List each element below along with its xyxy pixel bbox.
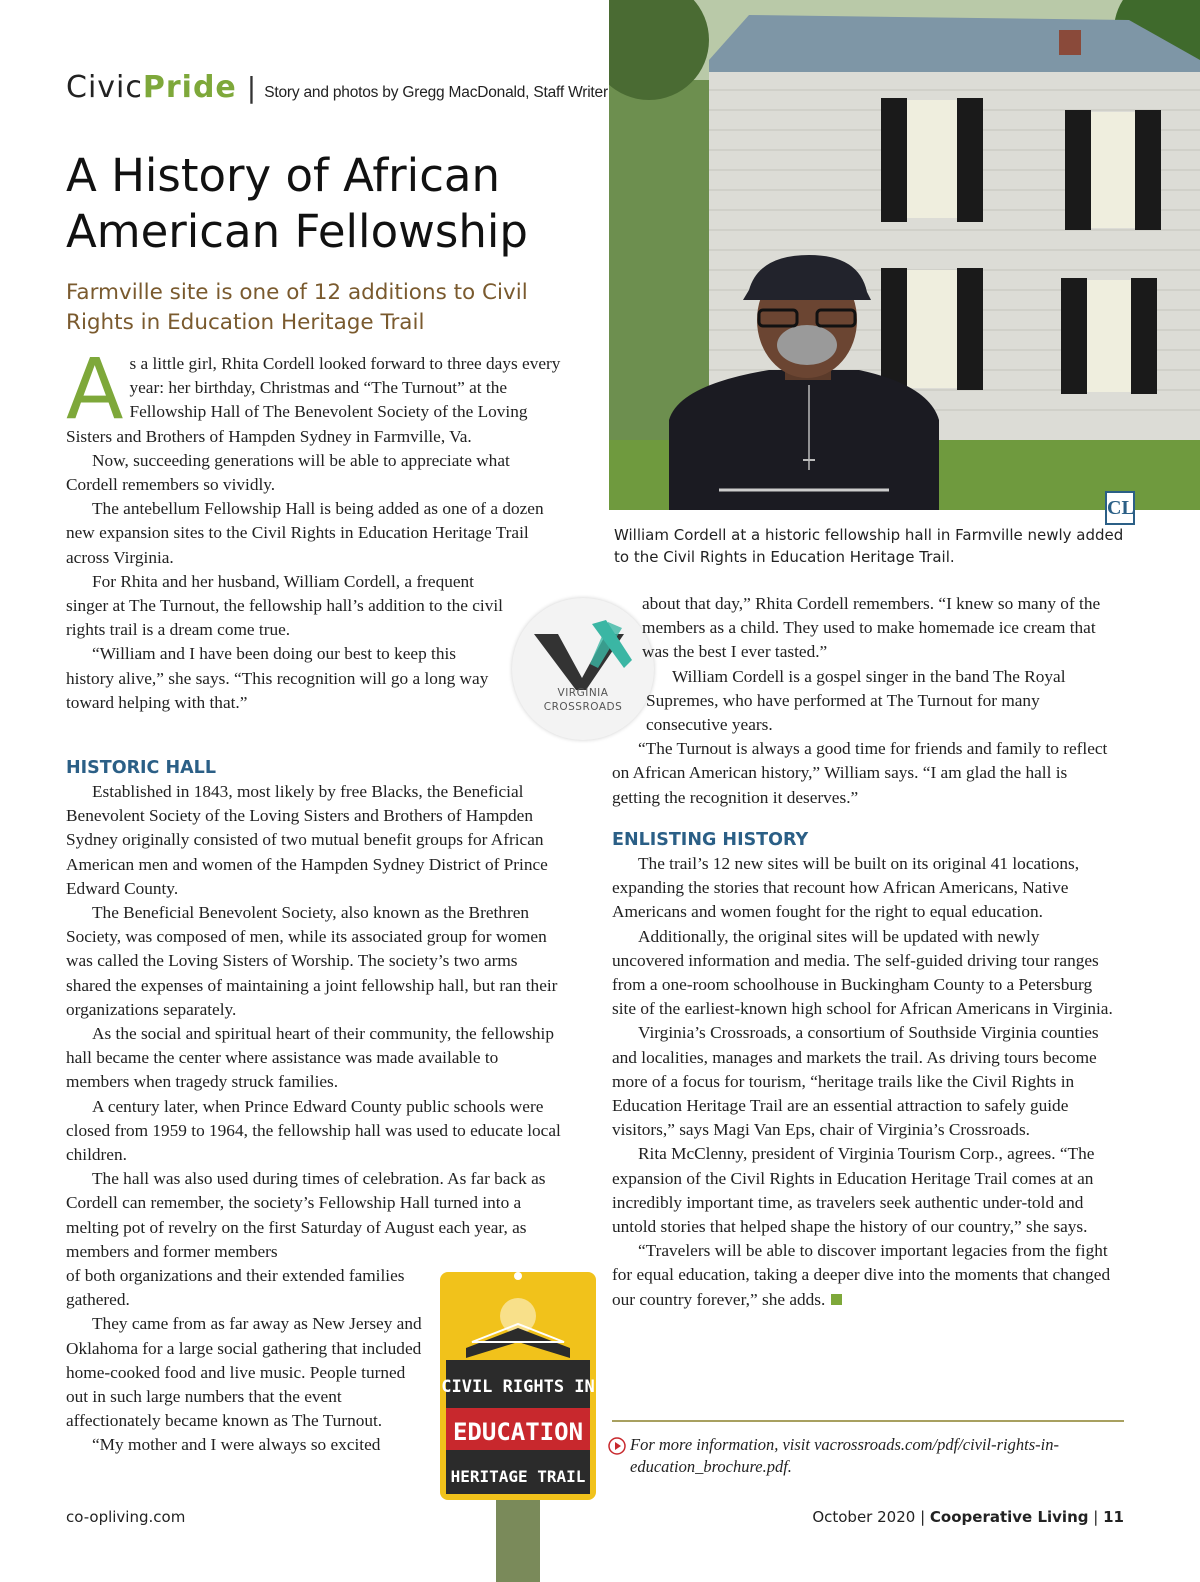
intro-paragraph-4: For Rhita and her husband, William Cordell, a frequent singer at The Turnout, the fellowship hall’s addition to the civil rights trail is a dream come true.: [66, 571, 503, 640]
footer-separator-2: |: [1093, 1508, 1099, 1526]
intro-paragraph-1: As a little girl, Rhita Cordell looked forward to three days every year: her birthday, Christmas and “The Turnout” at the Fellowship Hall of The Benevolent Society of the Loving Sisters and Brothers of Hampden Sydney in Farmville, Va.: [66, 340, 561, 446]
sign-line-1: CIVIL RIGHTS IN: [441, 1377, 595, 1397]
intro-paragraph-3: The antebellum Fellowship Hall is being added as one of a dozen new expansion sites to the Civil Rights in Education Heritage Trail across Virginia.: [66, 499, 544, 567]
enlisting-paragraph-1: The trail’s 12 new sites will be built on its original 41 locations, expanding the stories that recount how African Americans, Native Americans and women fought for the right to equal education.: [612, 854, 1080, 922]
photo-illustration: [609, 0, 1200, 510]
deck: Farmville site is one of 12 additions to Civil Rights in Education Heritage Trail: [66, 280, 528, 335]
intro-paragraph-5: “William and I have been doing our best to keep this history alive,” she says. “This recognition will go a long way toward helping with that.”: [66, 644, 489, 712]
enlisting-paragraph-5: “Travelers will be able to discover important legacies from the fight for equal education, taking a deeper dive into the moments that changed our country forever,” she adds.: [612, 1241, 1111, 1309]
dropcap: A: [66, 340, 124, 438]
kicker-civic: Civic: [66, 70, 143, 105]
headline: A History of African American Fellowship: [66, 149, 528, 258]
cl-logo-badge: CL: [1105, 491, 1135, 525]
end-mark-icon: [831, 1294, 842, 1305]
section-heading-enlisting-history: ENLISTING HISTORY: [612, 830, 809, 850]
more-info-link[interactable]: For more information, visit vacrossroads.com/pdf/civil-rights-in-education_brochure.pdf.: [630, 1435, 1059, 1476]
article-intro: [66, 340, 562, 715]
enlisting-paragraph-4: Rita McClenny, president of Virginia Tourism Corp., agrees. “The expansion of the Civil Rights in Education Heritage Trail comes at an incredibly important time, as travelers seek authentic under-told and untold stories that helped shape the history of our country,” she says.: [612, 1144, 1095, 1237]
footer-magazine: Cooperative Living: [929, 1508, 1089, 1526]
continued-paragraph-2: William Cordell is a gospel singer in the band The Royal Supremes, who have performed at The Turnout for many consecutive years.: [646, 666, 1066, 735]
enlisting-paragraph-3: Virginia’s Crossroads, a consortium of Southside Virginia counties and localities, manages and markets the trail. As driving tours become more of a focus for tourism, “heritage trails like the Civil Rights in Education Heritage Trail are an essential attraction to safely guide visitors,” says Magi Van Eps, chair of Virginia’s Crossroads.: [612, 1023, 1099, 1140]
section-kicker: [66, 70, 608, 105]
historic-paragraph-5: The hall was also used during times of celebration. As far back as Cordell can remember, the society’s Fellowship Hall turned into a melting pot of revelry on the first Saturday of August each year, as members and former members: [66, 1169, 546, 1261]
intro-paragraph-2: Now, succeeding generations will be able to appreciate what Cordell remembers so vividly.: [66, 450, 510, 495]
photo-caption: William Cordell at a historic fellowship hall in Farmville newly added to the Civil Rights in Education Heritage Trail.: [614, 526, 1124, 566]
section-heading-historic-hall: HISTORIC HALL: [66, 758, 216, 778]
continued-paragraph-1: about that day,” Rhita Cordell remembers. “I knew so many of the members as a child. They used to make homemade ice cream that was the best I ever tasted.”: [642, 594, 1101, 662]
footer-separator-1: |: [920, 1508, 926, 1526]
sign-illustration: [436, 1268, 600, 1582]
byline: Story and photos by Gregg MacDonald, Staff Writer: [264, 84, 608, 101]
historic-paragraph-7: They came from as far away as New Jersey and Oklahoma for a large social gathering that included home-cooked food and live music. People turned out in such large numbers that the event affectionately became known as The Turnout.: [66, 1314, 422, 1431]
divider: [612, 1420, 1124, 1422]
play-arrow-icon: [608, 1437, 626, 1455]
historic-paragraph-2: The Beneficial Benevolent Society, also known as the Brethren Society, was composed of men, while its associated group for women was called the Loving Sisters of Worship. The society’s two arms shared the expenses of maintaining a joint fellowship hall, but ran their organizations separately.: [66, 903, 558, 1019]
sign-line-3: HERITAGE TRAIL: [450, 1467, 586, 1486]
section-enlisting-history: [612, 828, 1114, 1312]
footer-website[interactable]: co-opliving.com: [66, 1508, 186, 1526]
article-continued: [612, 592, 1112, 810]
heritage-trail-sign: [436, 1268, 600, 1582]
more-info: [608, 1434, 1128, 1478]
page-number: 11: [1103, 1508, 1124, 1526]
logo-text: VIRGINIA CROSSROADS: [543, 687, 623, 713]
historic-paragraph-1: Established in 1843, most likely by free Blacks, the Beneficial Benevolent Society of the Loving Sisters and Brothers of Hampden Sydney originally consisted of two mutual benefit groups for African American men and women of the Hampden Sydney District of Prince Edward County.: [66, 782, 548, 898]
kicker-pride: Pride: [142, 70, 237, 105]
historic-paragraph-4: A century later, when Prince Edward County public schools were closed from 1959 to 1964, the fellowship hall was used to educate local children.: [66, 1096, 561, 1165]
cover-photo: [609, 0, 1200, 510]
historic-paragraph-8: “My mother and I were always so excited: [92, 1435, 381, 1455]
footer-folio: [812, 1508, 1124, 1526]
enlisting-paragraph-2: Additionally, the original sites will be updated with newly uncovered information and media. The self-guided driving tour ranges from a one-room schoolhouse in Buckingham County to a Petersburg site of the earliest-known high school for African Americans in Virginia.: [612, 926, 1113, 1019]
historic-paragraph-6: of both organizations and their extended families gathered.: [66, 1266, 405, 1310]
footer-date: October 2020: [812, 1508, 916, 1526]
historic-paragraph-3: As the social and spiritual heart of their community, the fellowship hall became the center where assistance was made available to members when tragedy struck families.: [66, 1024, 555, 1092]
continued-paragraph-3: “The Turnout is always a good time for friends and family to reflect on African American history,” William says. “I am glad the hall is getting the recognition it deserves.”: [612, 739, 1108, 807]
sign-line-2: EDUCATION: [452, 1418, 584, 1446]
kicker-separator: |: [246, 71, 257, 104]
